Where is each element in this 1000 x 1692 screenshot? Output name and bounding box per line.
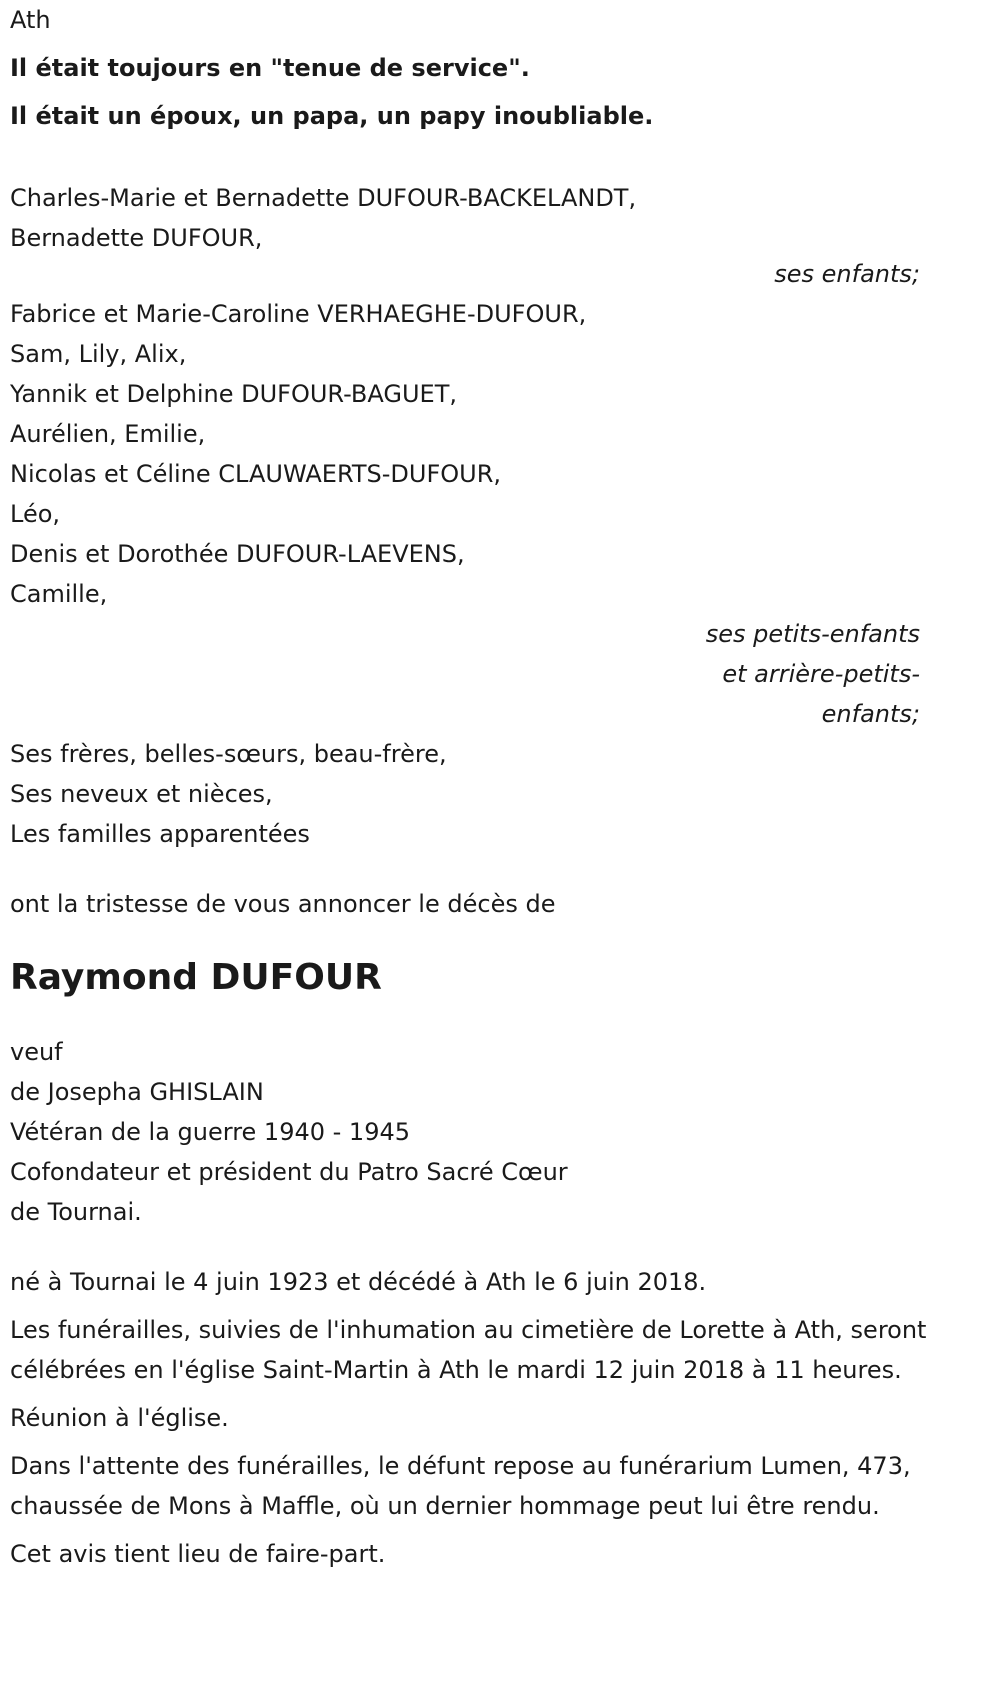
family-member-line: Camille, (10, 580, 108, 608)
role-line: ses petits-enfants (705, 620, 920, 648)
intro-line: Il était un époux, un papa, un papy inoubliable. (10, 102, 654, 130)
role-line: enfants; (821, 700, 920, 728)
family-member-line: Nicolas et Céline CLAUWAERTS-DUFOUR, (10, 460, 502, 488)
family-member-line: Aurélien, Emilie, (10, 420, 206, 448)
funeral-text: Les funérailles, suivies de l'inhumation au cimetière de Lorette à Ath, seront célébrées en l'église Saint-Martin à Ath le mardi 12 juin 2018 à 11 heures. (10, 1316, 927, 1384)
closing-text: Cet avis tient lieu de faire-part. (10, 1540, 386, 1568)
family-member-line: Charles-Marie et Bernadette DUFOUR-BACKELANDT, (10, 184, 637, 212)
family-member-line: Yannik et Delphine DUFOUR-BAGUET, (10, 380, 458, 408)
family-member-line: Fabrice et Marie-Caroline VERHAEGHE-DUFOUR, (10, 300, 587, 328)
detail-line: de Josepha GHISLAIN (10, 1078, 264, 1106)
repose-text: Dans l'attente des funérailles, le défunt repose au funérarium Lumen, 473, chaussée de Mons à Maffle, où un dernier hommage peut lui être rendu. (10, 1452, 911, 1520)
intro-line: Il était toujours en "tenue de service". (10, 54, 530, 82)
relatives-line: Ses neveux et nièces, (10, 780, 273, 808)
children-role: ses enfants; (774, 260, 920, 288)
relatives-list (10, 734, 990, 854)
family-member-line: Sam, Lily, Alix, (10, 340, 187, 368)
grandchildren-role (10, 614, 990, 734)
birth-death-text: né à Tournai le 4 juin 1923 et décédé à Ath le 6 juin 2018. (10, 1268, 707, 1296)
family-member-line: Léo, (10, 500, 61, 528)
grandchildren-list (10, 294, 990, 614)
detail-line: Cofondateur et président du Patro Sacré Cœur (10, 1158, 568, 1186)
family-member-line: Denis et Dorothée DUFOUR-LAEVENS, (10, 540, 465, 568)
city-name: Ath (10, 6, 51, 34)
relatives-line: Ses frères, belles-sœurs, beau-frère, (10, 740, 447, 768)
detail-line: Vétéran de la guerre 1940 - 1945 (10, 1118, 411, 1146)
deceased-name: Raymond DUFOUR (10, 957, 382, 998)
family-member-line: Bernadette DUFOUR, (10, 224, 263, 252)
detail-line: de Tournai. (10, 1198, 142, 1226)
detail-line: veuf (10, 1038, 63, 1066)
meeting-text: Réunion à l'église. (10, 1404, 229, 1432)
announcement-text: ont la tristesse de vous annoncer le décès de (10, 890, 556, 918)
relatives-line: Les familles apparentées (10, 820, 310, 848)
role-line: et arrière-petits- (722, 660, 920, 688)
deceased-details (10, 1032, 990, 1232)
children-list (10, 178, 990, 258)
